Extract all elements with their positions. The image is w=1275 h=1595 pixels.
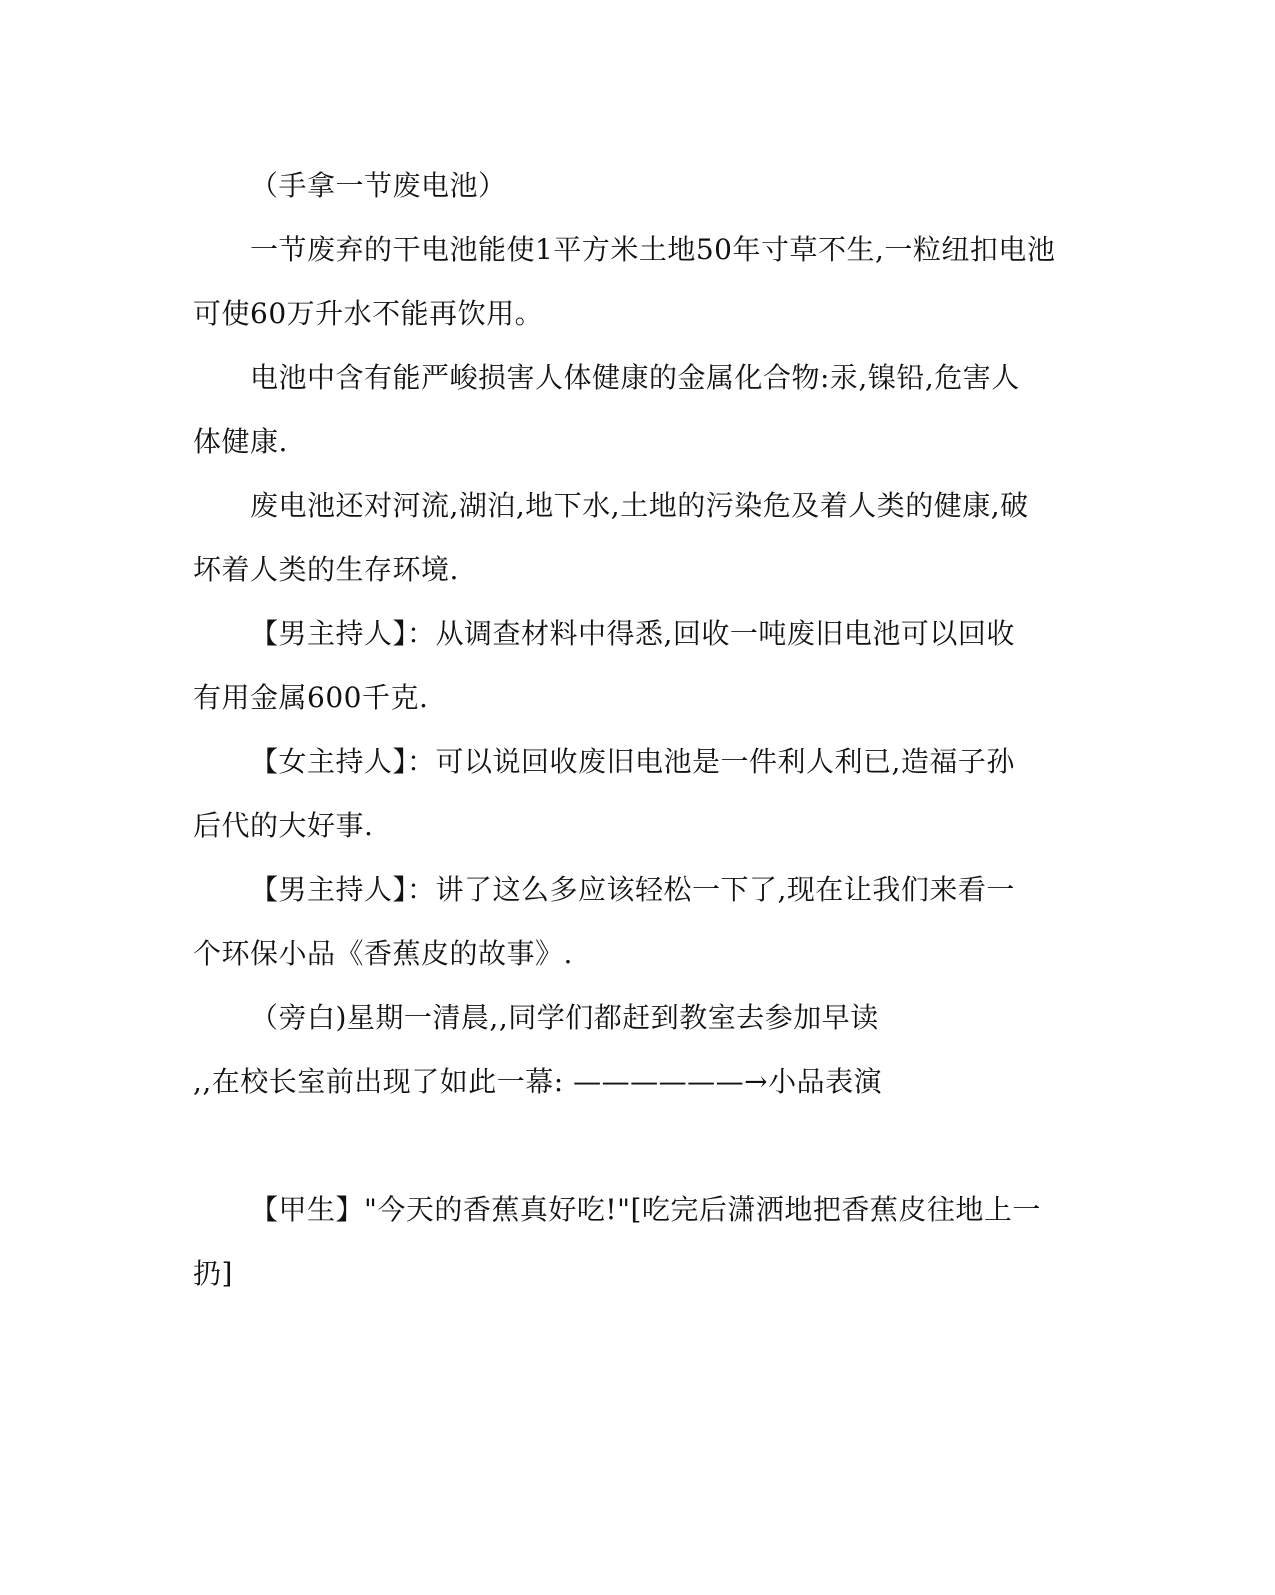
- paragraph-battery-fact-line-2: 可使60万升水不能再饮用。: [193, 297, 544, 330]
- paragraph-pollution-line-1: 废电池还对河流,湖泊,地下水,土地的污染危及着人类的健康,破: [250, 489, 1029, 522]
- paragraph-male-host-1-line-2: 有用金属600千克.: [193, 681, 429, 714]
- paragraph-male-host-2-line-2: 个环保小品《香蕉皮的故事》.: [193, 937, 573, 970]
- paragraph-narration-line-2: ,,在校长室前出现了如此一幕: ——————→小品表演: [193, 1065, 883, 1098]
- paragraph-narration-line-1: （旁白)星期一清晨,,同学们都赶到教室去参加早读: [250, 1001, 879, 1034]
- paragraph-metal-compounds-line-2: 体健康.: [193, 425, 288, 458]
- paragraph-stage-direction: （手拿一节废电池）: [250, 169, 507, 202]
- paragraph-battery-fact-line-1: 一节废弃的干电池能使1平方米土地50年寸草不生,一粒纽扣电池: [250, 233, 1056, 266]
- paragraph-pollution-line-2: 坏着人类的生存环境.: [193, 553, 459, 586]
- paragraph-female-host-line-2: 后代的大好事.: [193, 809, 374, 842]
- paragraph-female-host-line-1: 【女主持人】：可以说回收废旧电池是一件利人利已,造福子孙: [250, 745, 1015, 778]
- paragraph-male-host-2-line-1: 【男主持人】：讲了这么多应该轻松一下了,现在让我们来看一: [250, 873, 1015, 906]
- paragraph-male-host-1-line-1: 【男主持人】：从调查材料中得悉,回收一吨废旧电池可以回收: [250, 617, 1015, 650]
- paragraph-student-a-line-2: 扔]: [193, 1257, 233, 1290]
- paragraph-metal-compounds-line-1: 电池中含有能严峻损害人体健康的金属化合物:汞,镍铅,危害人: [250, 361, 1020, 394]
- paragraph-student-a-line-1: 【甲生】"今天的香蕉真好吃!"[吃完后潇洒地把香蕉皮往地上一: [250, 1193, 1041, 1226]
